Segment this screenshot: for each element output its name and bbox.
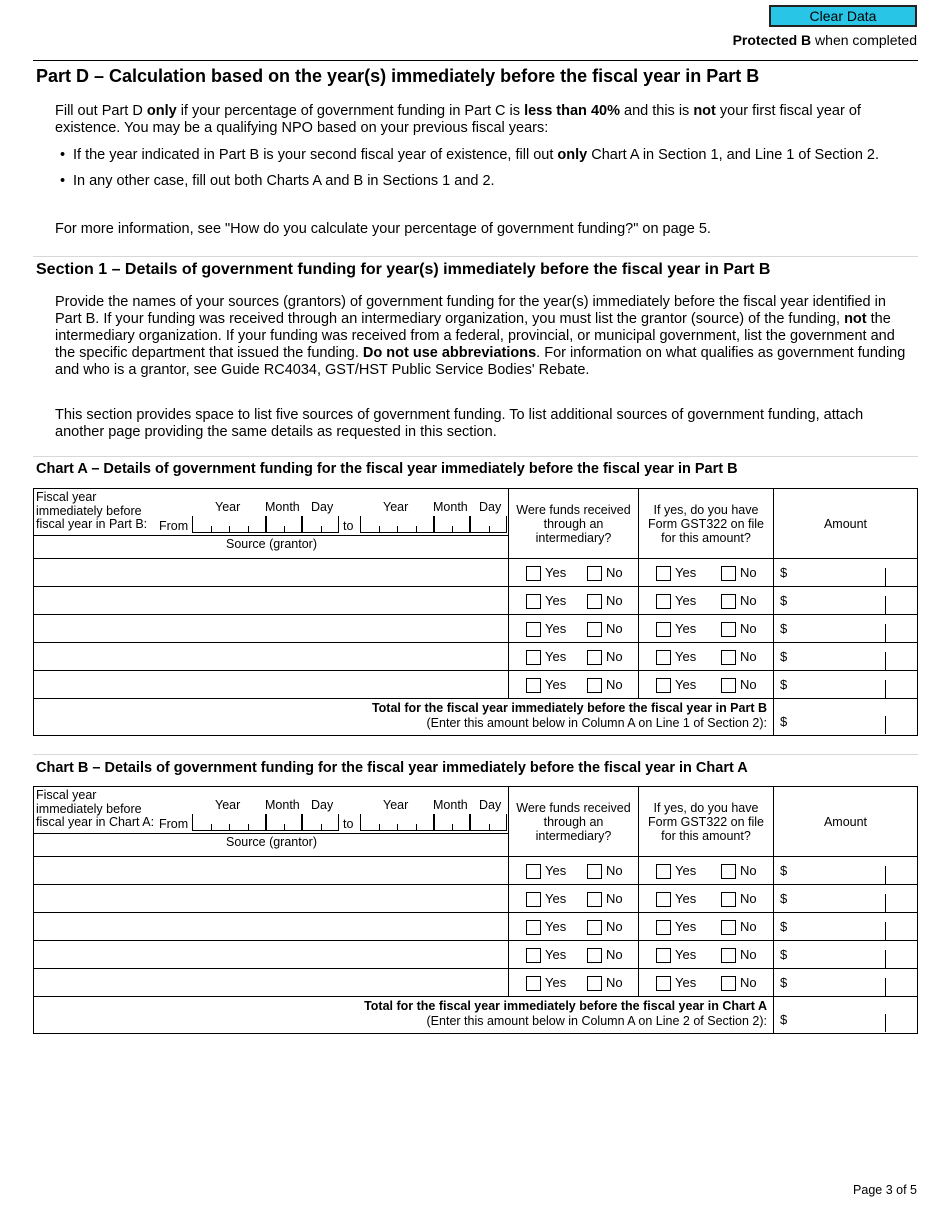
- intermediary-no-label: No: [606, 649, 623, 664]
- chart-a-table: [33, 488, 918, 736]
- gst322-yes-checkbox[interactable]: [656, 650, 671, 665]
- source-grantor-input[interactable]: [34, 671, 509, 698]
- to-month-field-label: Month: [433, 798, 468, 812]
- from-month-field-label: Month: [265, 798, 300, 812]
- intermediary-no-checkbox[interactable]: [587, 566, 602, 581]
- gst322-no-checkbox[interactable]: [721, 976, 736, 991]
- source-grantor-input[interactable]: [34, 941, 509, 968]
- amount-input[interactable]: [774, 857, 917, 884]
- intermediary-yes-label: Yes: [545, 919, 567, 934]
- intermediary-yes-checkbox[interactable]: [526, 864, 541, 879]
- gst322-yes-checkbox[interactable]: [656, 920, 671, 935]
- intermediary-yes-checkbox[interactable]: [526, 948, 541, 963]
- funding-row: [34, 969, 917, 997]
- dollar-sign: $: [780, 677, 788, 692]
- funding-row: [34, 587, 917, 615]
- to-month-field[interactable]: [434, 516, 470, 533]
- gst322-yes-label: Yes: [675, 863, 697, 878]
- section-1-additional-sources: This section provides space to list five sources of government funding. To list additional sources of government funding, attach another page providing the same details as requested in this section.: [55, 407, 864, 440]
- funding-row: [34, 857, 917, 885]
- intermediary-no-checkbox[interactable]: [587, 594, 602, 609]
- intermediary-yes-checkbox[interactable]: [526, 622, 541, 637]
- dollar-sign: $: [780, 621, 788, 636]
- to-year-field[interactable]: [360, 516, 434, 533]
- to-day-field-label: Day: [479, 500, 502, 514]
- from-day-field[interactable]: [302, 814, 339, 831]
- intermediary-no-label: No: [606, 947, 623, 962]
- gst322-no-label: No: [740, 593, 757, 608]
- gst322-no-checkbox[interactable]: [721, 650, 736, 665]
- intermediary-yes-label: Yes: [545, 565, 567, 580]
- intermediary-no-checkbox[interactable]: [587, 650, 602, 665]
- part-d-bullets: [60, 147, 910, 199]
- gst322-no-label: No: [740, 649, 757, 664]
- gst322-no-checkbox[interactable]: [721, 892, 736, 907]
- gst322-no-checkbox[interactable]: [721, 948, 736, 963]
- intermediary-no-checkbox[interactable]: [587, 864, 602, 879]
- intermediary-yes-label: Yes: [545, 863, 567, 878]
- dollar-sign: $: [780, 649, 788, 664]
- dollar-sign: $: [780, 947, 788, 962]
- gst322-yes-label: Yes: [675, 649, 697, 664]
- total-amount-input[interactable]: [774, 699, 917, 735]
- intermediary-no-label: No: [606, 593, 623, 608]
- header-rule: [33, 60, 918, 61]
- from-year-field[interactable]: [192, 814, 266, 831]
- part-d-intro: Fill out Part D only if your percentage of government funding in Part C is less than 40% and this is not your first fiscal year of existence. You may be a qualifying NPO based on your previous fiscal years:: [55, 103, 861, 136]
- chart-a-title: Chart A – Details of government funding for the fiscal year immediately before the fiscal year in Part B: [36, 461, 738, 477]
- intermediary-no-checkbox[interactable]: [587, 892, 602, 907]
- to-month-field[interactable]: [434, 814, 470, 831]
- amount-input[interactable]: [774, 969, 917, 996]
- source-grantor-input[interactable]: [34, 559, 509, 586]
- from-year-field-label: Year: [215, 798, 241, 812]
- intermediary-no-checkbox[interactable]: [587, 920, 602, 935]
- gst322-no-label: No: [740, 565, 757, 580]
- intermediary-yes-checkbox[interactable]: [526, 892, 541, 907]
- dollar-sign: $: [780, 863, 788, 878]
- intermediary-no-label: No: [606, 565, 623, 580]
- amount-input[interactable]: [774, 885, 917, 912]
- from-year-field-label: Year: [215, 500, 241, 514]
- to-month-field-label: Month: [433, 500, 468, 514]
- intermediary-yes-label: Yes: [545, 621, 567, 636]
- dollar-sign: $: [780, 565, 788, 580]
- gst322-no-checkbox[interactable]: [721, 622, 736, 637]
- dollar-sign: $: [780, 919, 788, 934]
- from-label: From: [159, 519, 189, 533]
- part-d-more-info: For more information, see "How do you calculate your percentage of government funding?" on page 5.: [55, 221, 711, 237]
- gst322-no-label: No: [740, 891, 757, 906]
- to-label: to: [343, 817, 354, 831]
- gst322-yes-checkbox[interactable]: [656, 892, 671, 907]
- funding-row: [34, 913, 917, 941]
- gst322-no-label: No: [740, 863, 757, 878]
- amount-column-header: Amount: [823, 814, 868, 829]
- intermediary-yes-label: Yes: [545, 891, 567, 906]
- intermediary-yes-checkbox[interactable]: [526, 594, 541, 609]
- fiscal-year-label: Fiscal year immediately before fiscal year in Part B:: [36, 490, 148, 531]
- total-note: (Enter this amount below in Column A on Line 1 of Section 2):: [426, 716, 767, 730]
- amount-column-header: Amount: [823, 516, 868, 531]
- clear-data-button[interactable]: Clear Data: [769, 5, 917, 27]
- gst322-yes-label: Yes: [675, 919, 697, 934]
- source-grantor-input[interactable]: [34, 913, 509, 940]
- bullet-other-case: • In any other case, fill out both Charts A and B in Sections 1 and 2.: [60, 173, 910, 190]
- intermediary-no-checkbox[interactable]: [587, 622, 602, 637]
- dollar-sign: $: [780, 593, 788, 608]
- gst322-column-header: If yes, do you have Form GST322 on file for this amount?: [639, 489, 774, 558]
- gst322-yes-label: Yes: [675, 565, 697, 580]
- gst322-no-label: No: [740, 975, 757, 990]
- intermediary-no-label: No: [606, 863, 623, 878]
- page-number: Page 3 of 5: [853, 1183, 917, 1197]
- to-year-field[interactable]: [360, 814, 434, 831]
- gst322-yes-label: Yes: [675, 677, 697, 692]
- gst322-yes-label: Yes: [675, 621, 697, 636]
- gst322-yes-checkbox[interactable]: [656, 594, 671, 609]
- from-day-field-label: Day: [311, 500, 334, 514]
- gst322-no-label: No: [740, 621, 757, 636]
- funding-row: [34, 615, 917, 643]
- intermediary-column-header: Were funds received through an intermediary?: [509, 787, 639, 856]
- amount-input[interactable]: [774, 643, 917, 670]
- intermediary-yes-checkbox[interactable]: [526, 920, 541, 935]
- gst322-no-checkbox[interactable]: [721, 594, 736, 609]
- gst322-column-header: If yes, do you have Form GST322 on file for this amount?: [639, 787, 774, 856]
- protected-notice: Protected B when completed: [732, 32, 917, 48]
- source-grantor-input[interactable]: [34, 643, 509, 670]
- gst322-no-checkbox[interactable]: [721, 566, 736, 581]
- total-label: Total for the fiscal year immediately before the fiscal year in Chart A: [364, 999, 767, 1013]
- source-grantor-input[interactable]: [34, 885, 509, 912]
- gst322-no-checkbox[interactable]: [721, 678, 736, 693]
- chart-a-header: [34, 489, 917, 559]
- intermediary-no-checkbox[interactable]: [587, 976, 602, 991]
- source-grantor-input[interactable]: [34, 969, 509, 996]
- gst322-no-checkbox[interactable]: [721, 920, 736, 935]
- gst322-yes-label: Yes: [675, 947, 697, 962]
- chart-b-separator: [33, 754, 918, 755]
- funding-row: [34, 885, 917, 913]
- intermediary-yes-checkbox[interactable]: [526, 566, 541, 581]
- amount-input[interactable]: [774, 559, 917, 586]
- dollar-sign: $: [780, 1012, 788, 1027]
- intermediary-yes-label: Yes: [545, 677, 567, 692]
- amount-input[interactable]: [774, 671, 917, 698]
- gst322-yes-checkbox[interactable]: [656, 566, 671, 581]
- from-day-field[interactable]: [302, 516, 339, 533]
- gst322-no-label: No: [740, 919, 757, 934]
- intermediary-yes-label: Yes: [545, 947, 567, 962]
- funding-row: [34, 559, 917, 587]
- gst322-yes-label: Yes: [675, 891, 697, 906]
- from-day-field-label: Day: [311, 798, 334, 812]
- fiscal-year-label: Fiscal year immediately before fiscal year in Chart A:: [36, 788, 155, 829]
- from-month-field[interactable]: [266, 814, 302, 831]
- source-grantor-input[interactable]: [34, 857, 509, 884]
- chart-a-total-row: [34, 699, 917, 735]
- intermediary-no-label: No: [606, 975, 623, 990]
- from-month-field-label: Month: [265, 500, 300, 514]
- section-1-title: Section 1 – Details of government funding for year(s) immediately before the fiscal year in Part B: [36, 261, 771, 278]
- total-label: Total for the fiscal year immediately before the fiscal year in Part B: [371, 701, 767, 715]
- dollar-sign: $: [780, 975, 788, 990]
- dollar-sign: $: [780, 891, 788, 906]
- intermediary-yes-checkbox[interactable]: [526, 678, 541, 693]
- gst322-no-checkbox[interactable]: [721, 864, 736, 879]
- gst322-no-label: No: [740, 947, 757, 962]
- intermediary-yes-label: Yes: [545, 593, 567, 608]
- intermediary-no-checkbox[interactable]: [587, 678, 602, 693]
- to-day-field[interactable]: [470, 516, 507, 533]
- chart-a-separator: [33, 456, 918, 457]
- intermediary-column-header: Were funds received through an intermediary?: [509, 489, 639, 558]
- intermediary-yes-label: Yes: [545, 975, 567, 990]
- intermediary-no-label: No: [606, 919, 623, 934]
- gst322-no-label: No: [740, 677, 757, 692]
- source-grantor-header: Source (grantor): [225, 537, 317, 551]
- chart-b-title: Chart B – Details of government funding for the fiscal year immediately before the fiscal year in Chart A: [36, 760, 748, 776]
- gst322-yes-checkbox[interactable]: [656, 976, 671, 991]
- chart-b-header: [34, 787, 917, 857]
- amount-input[interactable]: [774, 941, 917, 968]
- intermediary-yes-checkbox[interactable]: [526, 976, 541, 991]
- to-day-field-label: Day: [479, 798, 502, 812]
- to-label: to: [343, 519, 354, 533]
- to-year-field-label: Year: [383, 798, 409, 812]
- gst322-yes-checkbox[interactable]: [656, 678, 671, 693]
- funding-row: [34, 671, 917, 699]
- amount-input[interactable]: [774, 587, 917, 614]
- gst322-yes-checkbox[interactable]: [656, 622, 671, 637]
- chart-b-total-row: [34, 997, 917, 1033]
- section-separator: [33, 256, 918, 257]
- funding-row: [34, 941, 917, 969]
- source-grantor-header: Source (grantor): [225, 835, 317, 849]
- funding-row: [34, 643, 917, 671]
- source-grantor-input[interactable]: [34, 615, 509, 642]
- intermediary-no-checkbox[interactable]: [587, 948, 602, 963]
- section-1-instructions: Provide the names of your sources (grantors) of government funding for the year(s) immediately before the fiscal year identified in Part B. If your funding was received through an intermediary organization, you must list the grantor (source) of the funding, not the intermediary organization. If your funding was received from a federal, provincial, or municipal government, list the government and the specific department that issued the funding. Do not use abbreviations. For information on what qualifies as government funding and who is a grantor, see Guide RC4034, GST/HST Public Service Bodies' Rebate.: [55, 294, 906, 378]
- total-amount-input[interactable]: [774, 997, 917, 1033]
- gst322-yes-label: Yes: [675, 593, 697, 608]
- total-note: (Enter this amount below in Column A on Line 2 of Section 2):: [426, 1014, 767, 1028]
- gst322-yes-checkbox[interactable]: [656, 864, 671, 879]
- from-label: From: [159, 817, 189, 831]
- to-day-field[interactable]: [470, 814, 507, 831]
- to-year-field-label: Year: [383, 500, 409, 514]
- chart-b-table: [33, 786, 918, 1034]
- gst322-yes-checkbox[interactable]: [656, 948, 671, 963]
- intermediary-yes-checkbox[interactable]: [526, 650, 541, 665]
- source-grantor-input[interactable]: [34, 587, 509, 614]
- part-d-title: Part D – Calculation based on the year(s) immediately before the fiscal year in Part B: [36, 66, 760, 86]
- dollar-sign: $: [780, 714, 788, 729]
- gst322-yes-label: Yes: [675, 975, 697, 990]
- intermediary-yes-label: Yes: [545, 649, 567, 664]
- intermediary-no-label: No: [606, 621, 623, 636]
- bullet-second-year: • If the year indicated in Part B is your second fiscal year of existence, fill out only Chart A in Section 1, and Line 1 of Section 2.: [60, 147, 910, 164]
- intermediary-no-label: No: [606, 891, 623, 906]
- intermediary-no-label: No: [606, 677, 623, 692]
- from-month-field[interactable]: [266, 516, 302, 533]
- amount-input[interactable]: [774, 615, 917, 642]
- from-year-field[interactable]: [192, 516, 266, 533]
- amount-input[interactable]: [774, 913, 917, 940]
